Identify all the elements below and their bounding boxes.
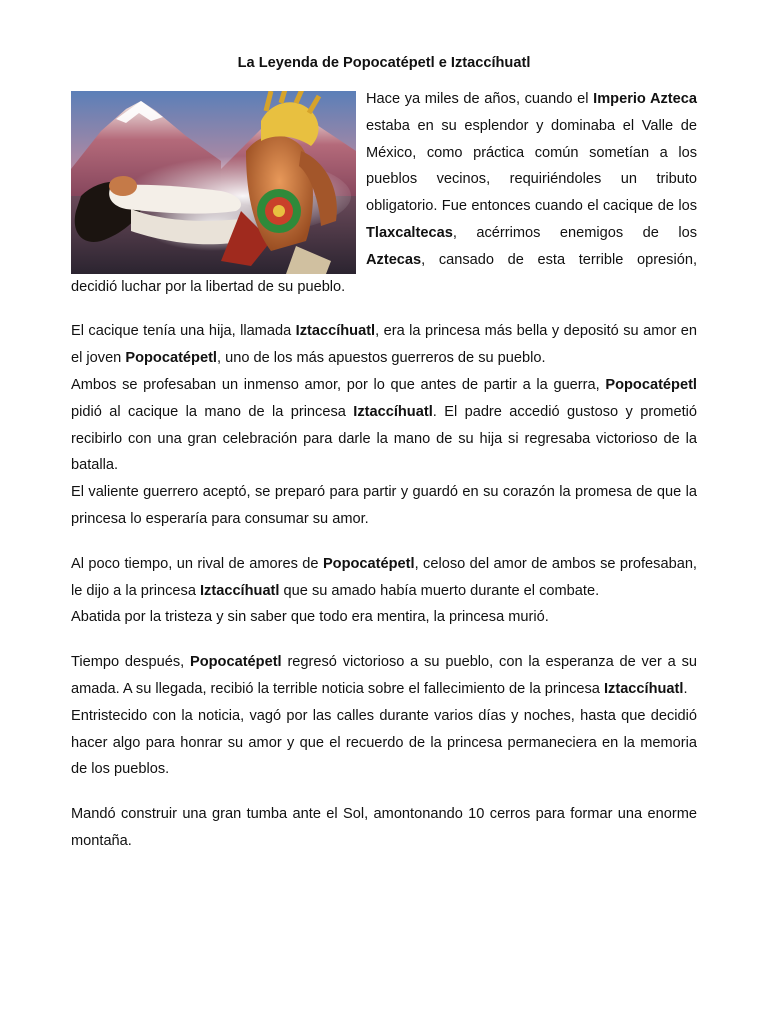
bold-term: Popocatépetl [605,376,697,393]
text-run: Entristecido con la noticia, vagó por las calles durante varios días y noches, hasta que decidió hacer algo para honrar su amor y que el recuerdo de la princesa permaneciera en la memoria de los pueblos. [71,707,697,778]
text-run: , acérrimos enemigos de los [452,224,697,241]
text-run: , cansado de esta terrible opresión, decidió luchar por la libertad de su pueblo. [71,251,697,295]
bold-term: Iztaccíhuatl [353,403,433,420]
text-run: Al poco tiempo, un rival de amores de [71,555,323,572]
text-run: . [683,680,688,697]
bold-term: Popocatépetl [322,555,415,572]
paragraph [71,372,697,479]
bold-term: Iztaccíhuatl [603,680,684,697]
text-run: regresó victorioso a su pueblo, con la esperanza de ver a su amada. A su llegada, recibió la terrible noticia sobre el fallecimiento de la princesa [71,654,697,697]
text-run: Abatida por la tristeza y sin saber que todo era mentira, la princesa murió. [71,609,549,626]
paragraph [71,479,697,533]
text-run: Hace ya miles de años, cuando el [366,91,594,107]
bold-term: Tlaxcaltecas [366,224,453,241]
text-run: El cacique tenía una hija, llamada [71,323,296,340]
bold-term: Iztaccíhuatl [200,582,280,599]
text-run: El valiente guerrero aceptó, se preparó para partir y guardó en su corazón la promesa de que la princesa lo esperaría para consumar su amor. [71,484,697,527]
text-run: , uno de los más apuestos guerreros de su pueblo. [217,350,546,367]
bold-term: Iztaccíhuatl [295,323,376,340]
paragraph [71,551,697,605]
paragraph [71,649,697,703]
paragraph [71,604,697,631]
illustration-wrap-spacer [71,86,361,269]
bold-term: Popocatépetl [189,654,282,671]
text-run: estaba en su esplendor y dominaba el Valle de México, como práctica común sometían a los pueblos vecinos, requiriéndoles un tributo obligatorio. Fue entonces cuando el cacique de los [366,117,697,215]
text-run: Mandó construir una gran tumba ante el Sol, amontonando 10 cerros para formar una enorme montaña. [71,806,697,849]
paragraph [71,801,697,855]
bold-term: Imperio Azteca [593,91,697,107]
bold-term: Popocatépetl [125,350,217,367]
text-run: . El padre accedió gustoso y prometió recibirlo con una gran celebración para darle la mano de su hija si regresaba victorioso de la batalla. [71,403,697,474]
paragraph [71,318,697,372]
text-run: pidió al cacique la mano de la princesa [71,403,354,420]
text-run: que su amado había muerto durante el combate. [279,582,600,599]
bold-term: Aztecas [366,251,422,268]
document-body [71,86,697,855]
text-run: Ambos se profesaban un inmenso amor, por lo que antes de partir a la guerra, [71,376,606,393]
text-run: Tiempo después, [71,654,190,671]
text-run: , era la princesa más bella y depositó su amor en el joven [71,323,698,367]
paragraph [71,703,697,783]
document-title: La Leyenda de Popocatépetl e Iztaccíhuatl [237,55,531,71]
text-run: , celoso del amor de ambos se profesaban, le dijo a la princesa [71,555,697,599]
